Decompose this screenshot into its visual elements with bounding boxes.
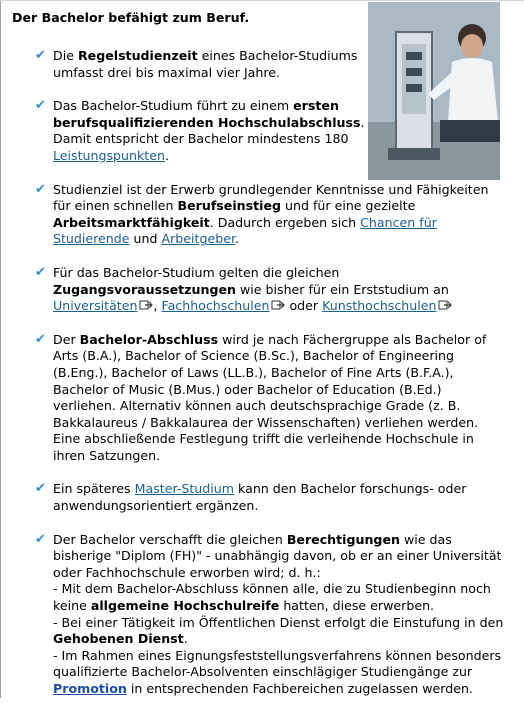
item-text: Das Bachelor-Studium führt zu einem ersten berufsqualifizierenden Hochschulabschluss. Damit entspricht der Bachelor mindestens 180 Leistungspunkten. — [53, 98, 365, 163]
list-item — [35, 532, 505, 698]
checkmark-icon: ✔ — [35, 181, 46, 197]
list-item — [35, 48, 365, 81]
link-universitaeten[interactable]: Universitäten — [53, 298, 138, 314]
item-text: Der Bachelor-Abschluss wird je nach Fächergruppe als Bachelor of Arts (B.A.), Bachelor of Science (B.Sc.), Bachelor of Engineering (B.Eng.), Bachelor of Laws (LL.B.), Bachelor of Fine Arts (B.F.A.), Bachelor of Music (B.Mus.) oder Bachelor of Education (B.Ed.) verliehen. Alternativ können auch deutschsprachige Grade (z. B. Bakkalaureus / Bakkalaurea der Wissenschaften) verliehen werden. Eine abschließende Festlegung trifft die verleihende Hochschule in ihren Satzungen. — [53, 331, 487, 463]
link-master-studium[interactable]: Master-Studium — [134, 481, 235, 497]
list-item — [35, 265, 505, 315]
list-item — [35, 182, 505, 248]
list-item — [35, 332, 505, 465]
item-text: Studienziel ist der Erwerb grundlegender Kenntnisse und Fähigkeiten für einen schnellen Berufseinstieg und für eine gezielte Arbeitsmarktfähigkeit. Dadurch ergeben sich Chancen für Studierende und Arbeitgeber. — [53, 181, 489, 247]
checkmark-icon: ✔ — [35, 481, 46, 497]
external-link-icon[interactable] — [139, 300, 153, 311]
link-chancen-studierende[interactable]: Chancen für Studierende — [53, 214, 437, 247]
checkmark-icon: ✔ — [35, 531, 46, 547]
link-leistungspunkte[interactable]: Leistungspunkten — [53, 147, 165, 163]
checkmark-icon: ✔ — [35, 48, 46, 63]
checkmark-icon: ✔ — [35, 264, 46, 280]
feature-list — [35, 48, 505, 715]
item-text: Ein späteres Master-Studium kann den Bachelor forschungs- oder anwendungsorientiert ergänzen. — [53, 481, 467, 514]
page-border-left — [0, 0, 1, 698]
external-link-icon[interactable] — [271, 300, 285, 311]
checkmark-icon: ✔ — [35, 98, 46, 114]
external-link-icon[interactable] — [438, 300, 452, 311]
link-promotion[interactable]: Promotion — [53, 681, 127, 696]
page-heading: Der Bachelor befähigt zum Beruf. — [12, 10, 250, 25]
item-text: Für das Bachelor-Studium gelten die gleichen Zugangsvoraussetzungen wie bisher für ein Erststudium an Universitäten , Fachhochschulen oder Kunsthochschulen — [53, 265, 505, 315]
item-text: Die Regelstudienzeit eines Bachelor-Studiums umfasst drei bis maximal vier Jahre. — [53, 48, 358, 80]
checkmark-icon: ✔ — [35, 331, 46, 347]
link-kunsthochschulen[interactable]: Kunsthochschulen — [322, 298, 437, 314]
list-item — [35, 98, 365, 164]
list-item — [35, 481, 505, 514]
link-arbeitgeber[interactable]: Arbeitgeber — [161, 231, 235, 247]
page-border-top — [0, 0, 524, 1]
link-fachhochschulen[interactable]: Fachhochschulen — [161, 298, 270, 314]
item-text: Der Bachelor verschafft die gleichen Berechtigungen wie das bisherige "Diplom (FH)" - unabhängig davon, ob er an einer Universität oder Fachhochschule erworben wird; d. h.: - Mit dem Bachelor-Abschluss können alle, die zu Studienbeginn noch keine allgemeine Hochschulreife hatten, diese erwerben. - Bei einer Tätigkeit im Öffentlichen Dienst erfolgt die Einstufung in den Gehobenen Dienst. - Im Rahmen eines Eignungsfeststellungsverfahrens können besonders qualifizierte Bachelor-Absolventen einschlägiger Studiengänge zur Promotion in entsprechenden Fachbereichen zugelassen werden. — [53, 531, 504, 696]
